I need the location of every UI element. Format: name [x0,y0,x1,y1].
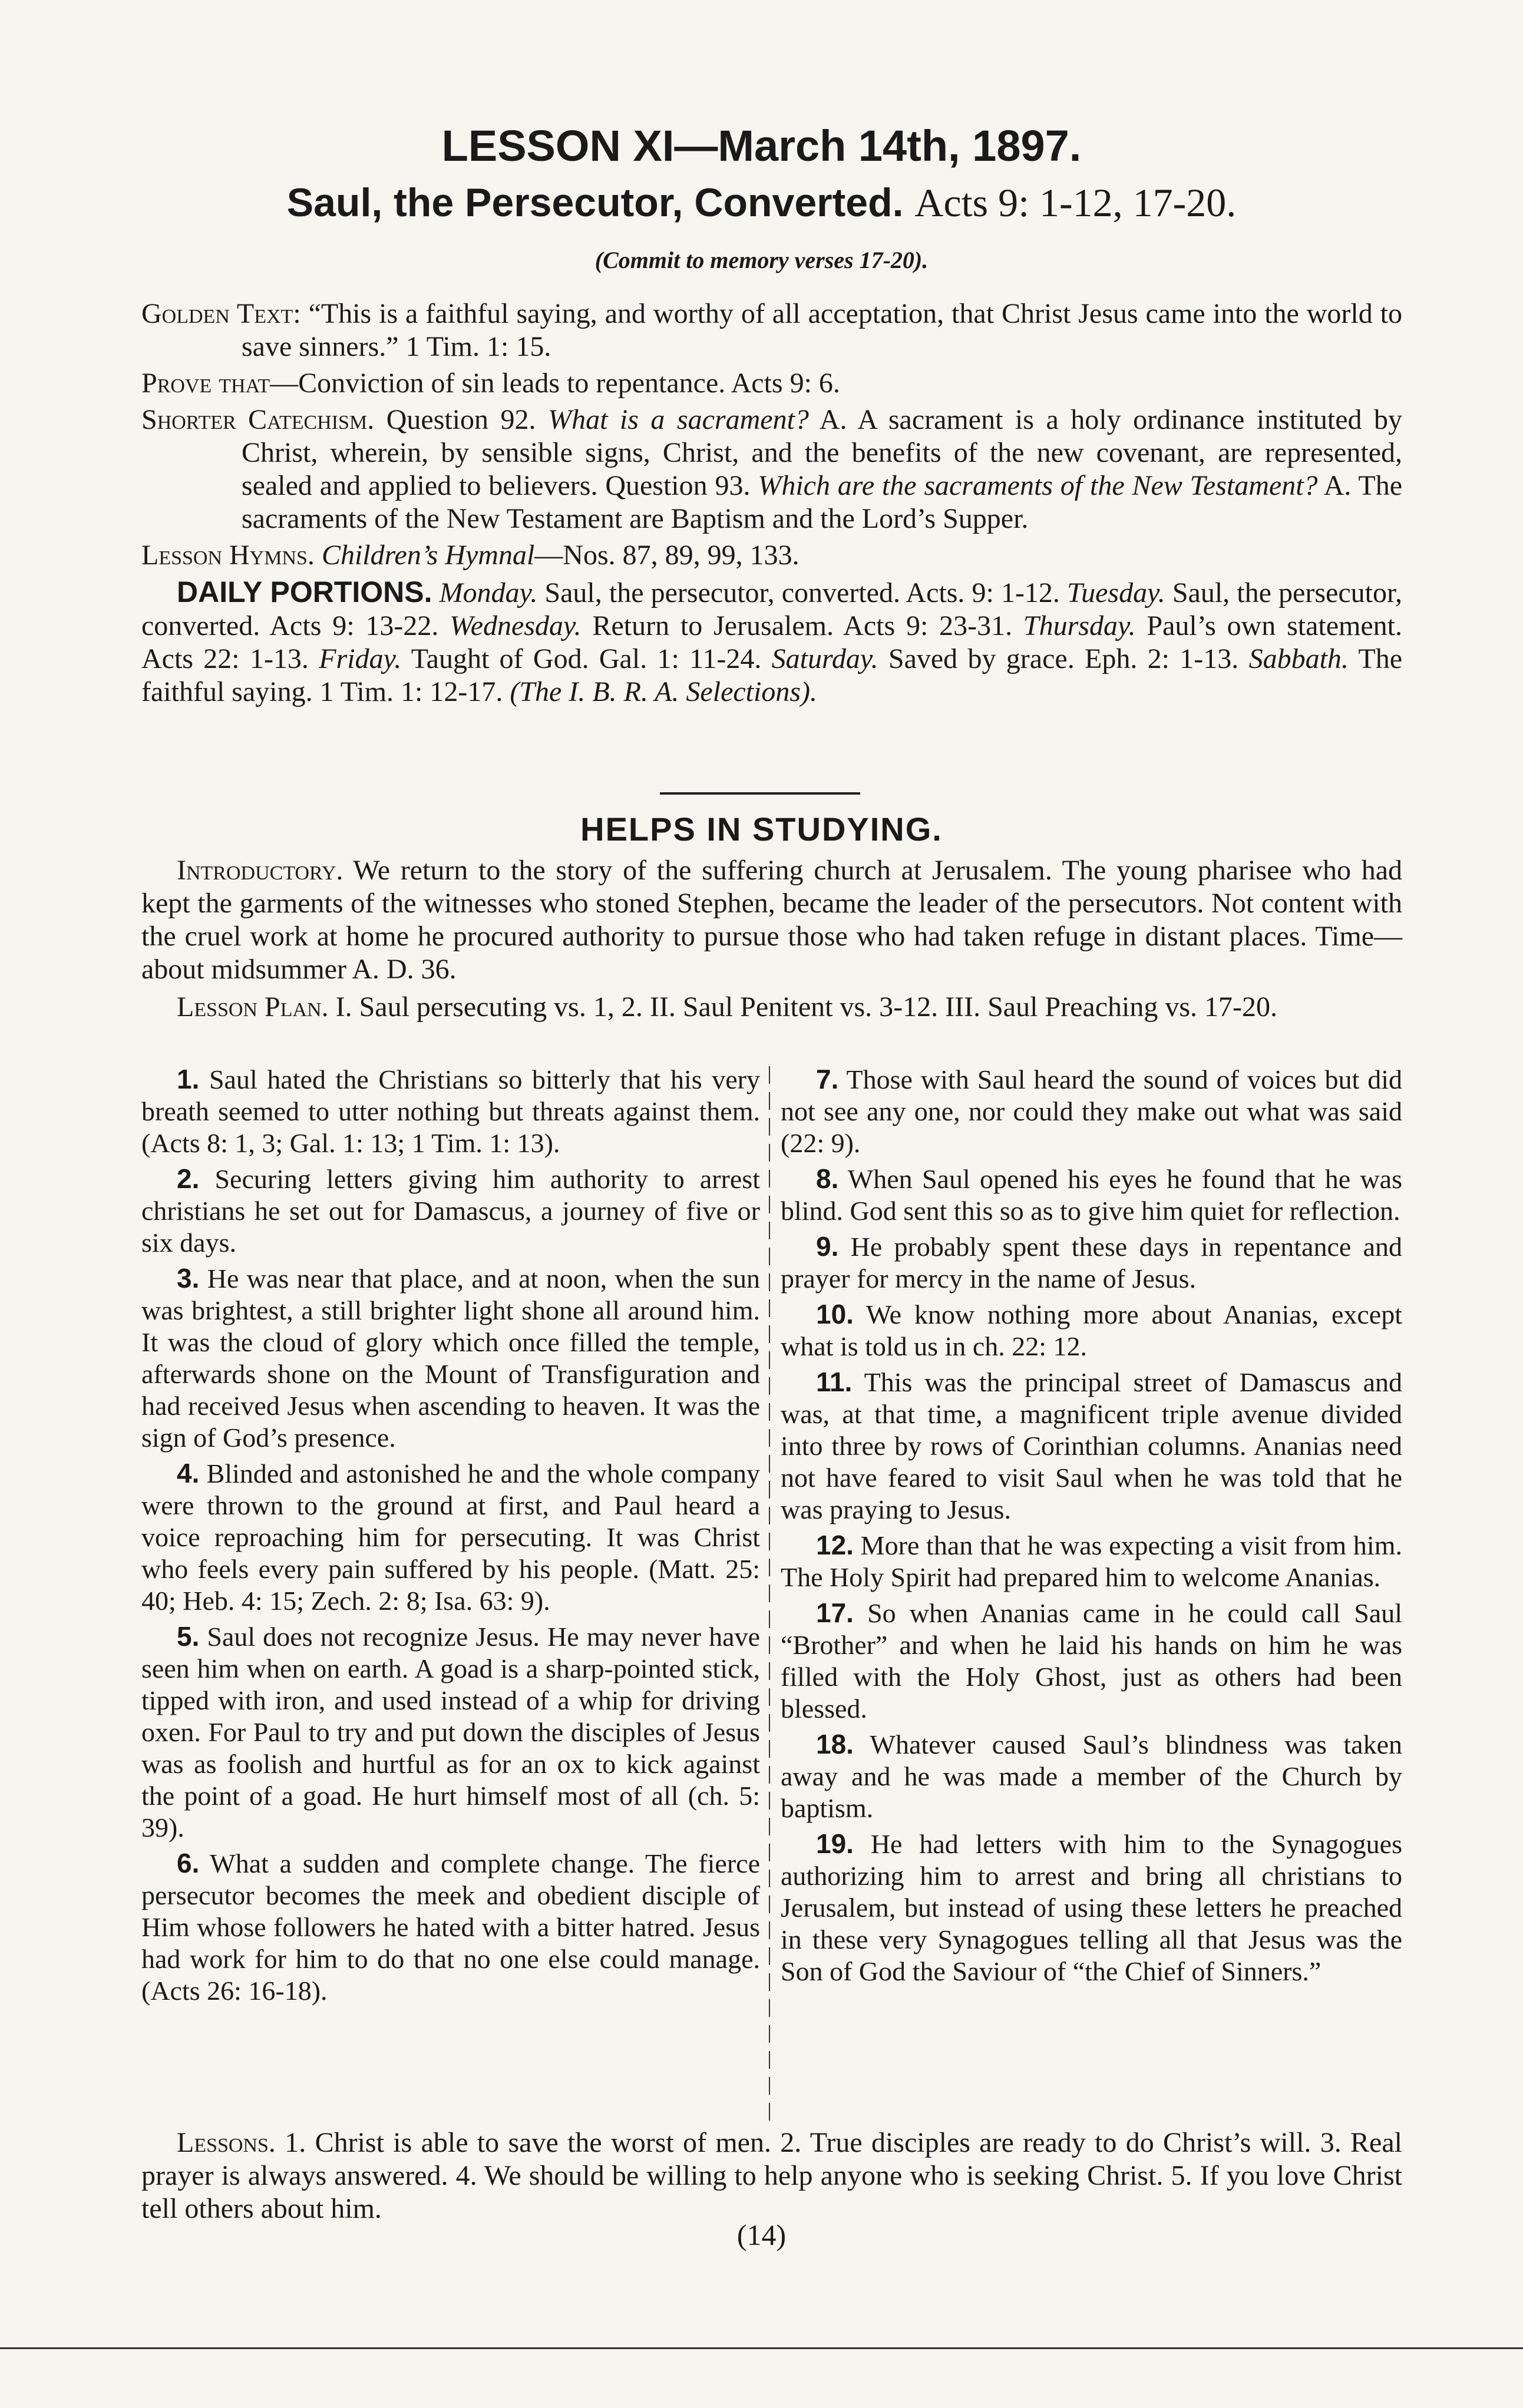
note-item [781,1529,1402,1593]
note-number: 7. [816,1064,839,1094]
lesson-plan-body: I. Saul persecuting vs. 1, 2. II. Saul Penitent vs. 3-12. III. Saul Preaching vs. 17-20. [328,991,1278,1023]
note-number: 4. [177,1458,200,1489]
lesson-title-line [0,180,1523,226]
catechism-q2: Question 93. [605,470,751,501]
note-text: What a sudden and complete change. The fierce persecutor becomes the meek and obedient disciple of Him whose followers he hated with a bitter hatred. Jesus had work for him to do that no one else could manage. (Acts 26: 16-18). [141,1848,760,2006]
catechism-q2-text: Which are the sacraments of the New Testament? [758,470,1318,501]
notes-right-column [781,1063,1402,1991]
note-number: 18. [816,1729,854,1759]
note-text: We know nothing more about Ananias, except what is told us in ch. 22: 12. [781,1299,1402,1361]
catechism-label: Shorter Catechism. [141,404,375,435]
note-number: 11. [816,1367,853,1397]
note-text: More than that he was expecting a visit from him. The Holy Spirit had prepared him to welcome Ananias. [781,1530,1402,1592]
introductory [141,854,1402,986]
catechism-q1-text: What is a sacrament? [548,404,809,435]
hymns-label: Lesson Hymns. [141,540,315,571]
note-item [781,1597,1402,1725]
day-tuesday: Tuesday. [1067,577,1165,608]
bottom-rule [0,2347,1523,2349]
portion-friday: Taught of God. Gal. 1: 11-24. [401,643,772,674]
prove-that-body: —Conviction of sin leads to repentance. Acts 9: 6. [270,368,840,399]
portion-wednesday: Return to Jerusalem. Acts 9: 23-31. [581,610,1023,641]
note-text: So when Ananias came in he could call Saul “Brother” and when he laid his hands on him he was filled with the Holy Ghost, just as others had been blessed. [781,1598,1402,1724]
helps-heading: HELPS IN STUDYING. [580,811,943,848]
shorter-catechism [141,403,1402,535]
note-item [141,1063,760,1159]
note-number: 17. [816,1597,854,1628]
lesson-hymns [141,539,1402,572]
note-text: Securing letters giving him authority to arrest christians he set out for Damascus, a journey of five or six days. [141,1164,760,1258]
prove-that [141,367,1402,400]
golden-text-label: Golden Text: [141,298,301,329]
portion-tuesday: Saul, the persecutor, converted. Acts 9: 13-22. [141,577,1403,641]
note-number: 9. [816,1231,839,1262]
lesson-plan [141,991,1402,1024]
lessons-body: 1. Christ is able to save the worst of men. 2. True disciples are ready to do Christ’s will. 3. Real prayer is always answered. 4. We should be willing to help anyone who is seeking Christ. 5. If you love Christ tell others about him. [141,2127,1402,2224]
hymns-numbers: —Nos. 87, 89, 99, 133. [534,540,800,571]
note-item [781,1298,1402,1362]
note-item [781,1828,1402,1987]
portion-saturday: Saved by grace. Eph. 2: 1-13. [878,643,1249,674]
lessons-label: Lessons. [177,2127,276,2158]
note-item [781,1231,1402,1295]
note-item [141,1457,760,1617]
helps-intro [141,854,1402,1024]
note-item [781,1366,1402,1526]
introductory-label: Introductory. [177,855,343,886]
catechism-q1: Question 92. [386,404,536,435]
day-sabbath: Sabbath. [1248,643,1349,674]
note-number: 3. [177,1263,200,1294]
column-divider [769,1066,770,2126]
selections-note: (The I. B. R. A. Selections). [510,676,818,707]
note-item [141,1847,760,2007]
lessons-paragraph [141,2126,1402,2225]
note-number: 5. [177,1621,200,1652]
note-item [781,1163,1402,1227]
note-item [141,1163,760,1259]
prove-that-label: Prove that [141,368,270,399]
note-text: Blinded and astonished he and the whole company were thrown to the ground at first, and Paul heard a voice reproaching him for persecuting. It was Christ who feels every pain suffered by his people. (Matt. 25: 40; Heb. 4: 15; Zech. 2: 8; Isa. 63: 9). [141,1458,760,1616]
note-number: 19. [816,1828,854,1859]
portion-monday: Saul, the persecutor, converted. Acts. 9: 1-12. [537,577,1068,608]
note-text: He had letters with him to the Synagogues authorizing him to arrest and bring all christians to Jerusalem, but instead of using these letters he preached in these very Synagogues telling all that Jesus was the Son of God the Saviour of “the Chief of Sinners.” [781,1829,1402,1986]
lessons [141,2126,1402,2225]
hymns-source: Children’s Hymnal [321,540,535,571]
section-divider [660,792,860,795]
daily-portions [141,575,1402,709]
portion-thursday: Paul’s own statement. Acts 22: 1-13. [141,610,1403,674]
day-saturday: Saturday. [771,643,878,674]
day-friday: Friday. [319,643,402,674]
day-monday: Monday. [439,577,538,608]
note-text: Those with Saul heard the sound of voices but did not see any one, nor could they make out what was said (22: 9). [781,1064,1402,1158]
note-item [141,1620,760,1844]
note-text: This was the principal street of Damascus and was, at that time, a magnificent triple avenue divided into three by rows of Corinthian columns. Ananias need not have feared to visit Saul when he was told that he was praying to Jesus. [781,1367,1402,1524]
note-number: 12. [816,1530,854,1560]
catechism-a1: A. A sacrament is a holy ordinance instituted by Christ, wherein, by sensible signs, Christ, and the benefits of the new covenant, are represented, sealed and applied to believers. [242,404,1403,501]
note-text: Saul does not recognize Jesus. He may never have seen him when on earth. A goad is a sharp-pointed stick, tipped with iron, and used instead of a whip for driving oxen. For Paul to try and put down the disciples of Jesus was as foolish and hurtful as for an ox to kick against the point of a goad. He hurt himself most of all (ch. 5: 39). [141,1622,760,1843]
golden-text [141,297,1402,363]
portion-sabbath: The faithful saying. 1 Tim. 1: 12-17. [141,643,1403,707]
day-thursday: Thursday. [1023,610,1136,641]
lesson-title: Saul, the Persecutor, Converted. [286,180,904,225]
day-wednesday: Wednesday. [450,610,582,641]
introductory-body: We return to the story of the suffering church at Jerusalem. The young pharisee who had kept the garments of the witnesses who stoned Stephen, became the leader of the persecutors. Not content with the cruel work at home he procured authority to pursue those who had taken refuge in distant places. Time—about midsummer A. D. 36. [141,855,1402,985]
daily-portions-label: DAILY PORTIONS. [177,575,432,608]
note-text: Whatever caused Saul’s blindness was taken away and he was made a member of the Church by baptism. [781,1729,1402,1823]
note-number: 1. [177,1064,200,1094]
memory-note: (Commit to memory verses 17-20). [594,247,929,273]
catechism-a2: A. The sacraments of the New Testament are Baptism and the Lord’s Supper. [242,470,1403,534]
note-number: 8. [816,1163,839,1194]
note-number: 10. [816,1299,854,1329]
note-item [781,1063,1402,1159]
golden-text-body: “This is a faithful saying, and worthy of all acceptation, that Christ Jesus came into the world to save sinners.” 1 Tim. 1: 15. [242,298,1402,362]
note-text: When Saul opened his eyes he found that he was blind. God sent this so as to give him quiet for reflection. [781,1164,1402,1226]
note-text: Saul hated the Christians so bitterly that his very breath seemed to utter nothing but threats against them. (Acts 8: 1, 3; Gal. 1: 13; 1 Tim. 1: 13). [141,1064,760,1158]
notes-left-column [141,1063,760,2010]
front-matter [141,297,1402,709]
note-number: 2. [177,1163,200,1194]
note-text: He was near that place, and at noon, when the sun was brightest, a still brighter light shone all around him. It was the cloud of glory which once filled the temple, afterwards shone on the Mount of Transfiguration and had received Jesus when ascending to heaven. It was the sign of God’s presence. [141,1263,760,1453]
lesson-plan-label: Lesson Plan. [177,991,329,1023]
note-number: 6. [177,1848,200,1878]
lesson-heading: LESSON XI—March 14th, 1897. [441,121,1082,170]
note-item [781,1728,1402,1824]
note-item [141,1262,760,1454]
note-text: He probably spent these days in repentance and prayer for mercy in the name of Jesus. [781,1232,1402,1294]
page-number: (14) [736,2218,787,2251]
scripture-reference: Acts 9: 1-12, 17-20. [914,180,1237,225]
